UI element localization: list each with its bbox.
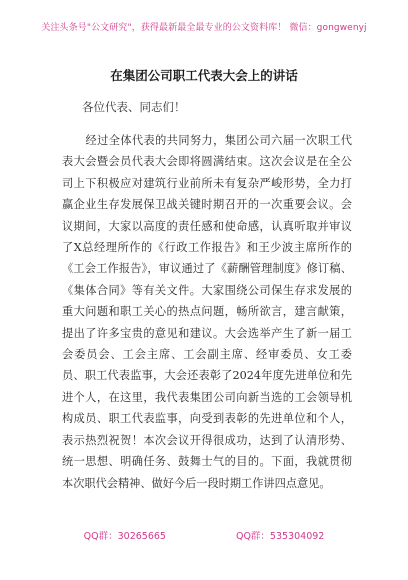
page-title: 在集团公司职工代表大会上的讲话 [110, 68, 298, 83]
header-promo-note: 关注头条号"公文研究"，获得最新最全最专业的公文资料库！ 微信：gongwenyj [41, 23, 367, 33]
footer-contact [0, 528, 408, 542]
body-paragraph: 经过全体代表的共同努力，集团公司六届一次职工代表大会暨会员代表大会即将圆满结束。这次会议是在全公司上下积极应对建筑行业前所未有复杂严峻形势，全力打赢企业生存发展保卫战关键时期召开的一次重要会议。会议期间，大家以高度的责任感和使命感，认真听取并审议了X总经理所作的《行政工作报告》和王少波主席所作的《工会工作报告》，审议通过了《薪酬管理制度》修订稿、《集体合同》等有关文件。大家围绕公司保生存求发展的重大问题和职工关心的热点问题，畅所欲言，建言献策，提出了许多宝贵的意见和建议。大会选举产生了新一届工会委员会、工会主席、工会副主席、经审委员、女工委员、职工代表监事，大会还表彰了2024年度先进单位和先进个人，在这里，我代表集团公司向新当选的工会领导机构成员、职工代表监事，向受到表彰的先进单位和个人，表示热烈祝贺！本次会议开得很成功，达到了认清形势、统一思想、明确任务、鼓舞士气的目的。下面，我就贯彻本次职代会精神、做好今后一段时期工作讲四点意见。 [62, 134, 352, 490]
footer-qq-group-2: QQ群：535304092 [235, 531, 325, 542]
footer-qq-group-1: QQ群：30265665 [83, 531, 166, 542]
salutation: 各位代表、同志们！ [82, 100, 186, 114]
